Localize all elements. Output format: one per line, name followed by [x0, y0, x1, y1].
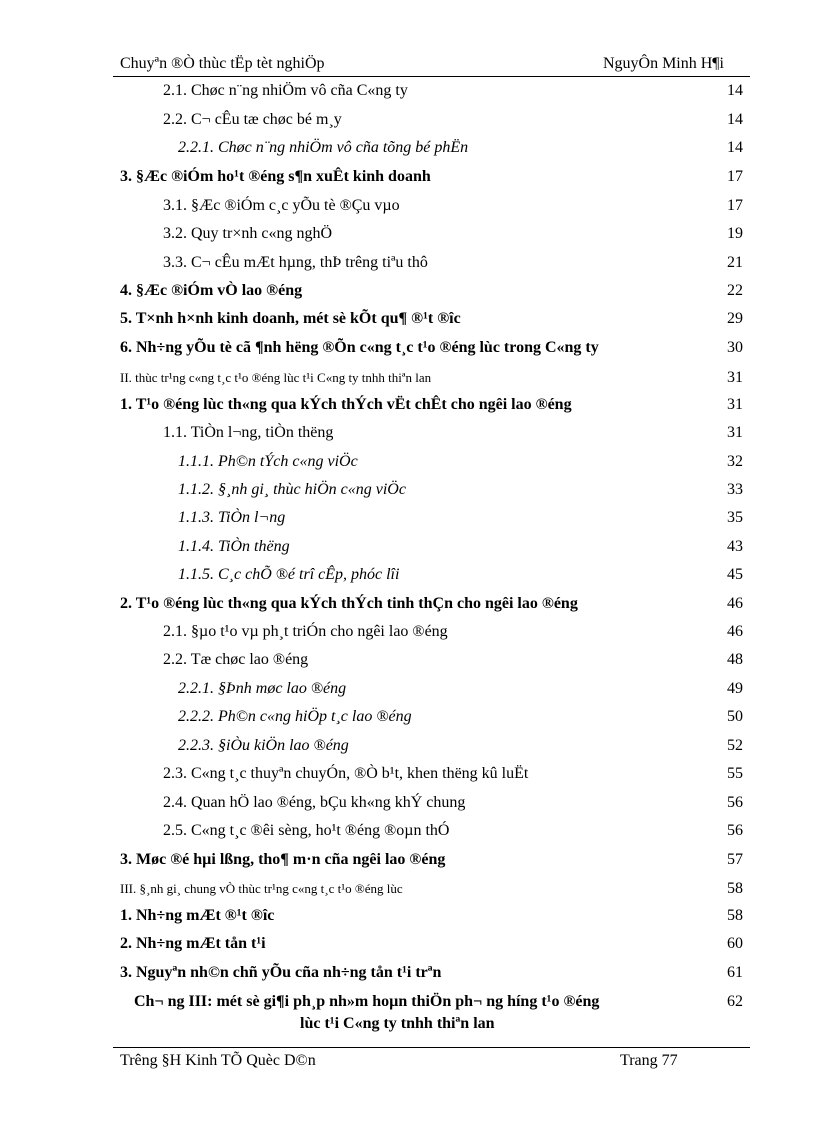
toc-entry-page: 14 — [727, 82, 743, 99]
toc-entry-title: III. §¸nh gi¸ chung vÒ thùc tr¹ng c«ng t¸c t¹o ®éng lùc — [120, 881, 403, 896]
toc-entry-title: 2.2. Tæ chøc lao ®éng — [163, 651, 309, 668]
toc-entry-title: 4. §Æc ®iÓm vÒ lao ®éng — [120, 282, 303, 299]
toc-entry-page: 35 — [727, 509, 743, 526]
toc-entry-page: 31 — [727, 369, 743, 386]
toc-entry-title: II. thùc tr¹ng c«ng t¸c t¹o ®éng lùc t¹i C«ng ty tnhh thiªn lan — [120, 370, 432, 385]
toc-entry-page: 21 — [727, 254, 743, 271]
toc-entry-page: 50 — [727, 708, 743, 725]
toc-entry-page: 22 — [727, 282, 743, 299]
toc-entry-title: 2.2.1. §Þnh møc lao ®éng — [178, 680, 347, 697]
toc-entry-page: 46 — [727, 623, 743, 640]
toc-entry-title: 2.1. Chøc n¨ng nhiÖm vô cña C«ng ty — [163, 82, 408, 99]
toc-entry-page: 56 — [727, 794, 743, 811]
footer-university: Trêng §H Kinh TÕ Quèc D©n — [120, 1052, 316, 1069]
toc-entry-title: 2.2.3. §iÒu kiÖn lao ®éng — [178, 737, 349, 754]
toc-entry-title: 2.1. §µo t¹o vµ ph¸t triÓn cho ngêi lao ®éng — [163, 623, 448, 640]
page-footer — [120, 1052, 728, 1072]
toc-entry-page: 43 — [727, 538, 743, 555]
toc-entry-title: 3.3. C¬ cÊu mÆt hµng, thÞ trêng tiªu thô — [163, 254, 428, 271]
toc-entry-page: 17 — [727, 168, 743, 185]
toc-entry-page: 52 — [727, 737, 743, 754]
toc-entry-title: 5. T×nh h×nh kinh doanh, mét sè kÕt qu¶ ®¹t ®îc — [120, 310, 461, 327]
toc-entry-title: 3. §Æc ®iÓm ho¹t ®éng s¶n xuÊt kinh doanh — [120, 168, 431, 185]
toc-entry-title: 2.4. Quan hÖ lao ®éng, bÇu kh«ng khÝ chung — [163, 794, 466, 811]
toc-entry-title: 1.1.2. §¸nh gi¸ thùc hiÖn c«ng viÖc — [178, 481, 406, 498]
toc-entry-page: 31 — [727, 396, 743, 413]
toc-entry-page: 55 — [727, 765, 743, 782]
toc-entry-title: 2.3. C«ng t¸c thuyªn chuyÓn, ®Ò b¹t, khen thëng kû luËt — [163, 765, 529, 782]
toc-entry-title: 2. Nh÷ng mÆt tån t¹i — [120, 935, 266, 952]
toc-entry-title: 3. Nguyªn nh©n chñ yÕu cña nh÷ng tån t¹i trªn — [120, 964, 442, 981]
toc-entry-title: Ch¬ ng III: mét sè gi¶i ph¸p nh»m hoµn thiÖn ph¬ ng híng t¹o ®éng — [134, 993, 600, 1010]
toc-entry-page: 29 — [727, 310, 743, 327]
toc-entry-title: 2.2.2. Ph©n c«ng hiÖp t¸c lao ®éng — [178, 708, 412, 725]
toc-entry-title: 1. T¹o ®éng lùc th«ng qua kÝch thÝch vËt chÊt cho ngêi lao ®éng — [120, 396, 572, 413]
header-document-title: Chuyªn ®Ò thùc tËp tèt nghiÖp — [120, 55, 325, 72]
toc-entry-title: 1.1. TiÒn l¬ng, tiÒn thëng — [163, 424, 334, 441]
toc-entry-page: 17 — [727, 197, 743, 214]
toc-entry-title: 1.1.4. TiÒn thëng — [178, 538, 290, 555]
toc-entry-title: 3.2. Quy tr×nh c«ng nghÖ — [163, 225, 333, 242]
toc-entry-title: 1. Nh÷ng mÆt ®¹t ®îc — [120, 907, 275, 924]
toc-entry-title: 3.1. §Æc ®iÓm c¸c yÕu tè ®Çu vµo — [163, 197, 400, 214]
toc-entry-title: 6. Nh÷ng yÕu tè cã ¶nh hëng ®Õn c«ng t¸c t¹o ®éng lùc trong C«ng ty — [120, 339, 599, 356]
toc-entry-page: 30 — [727, 339, 743, 356]
footer-rule — [113, 1047, 750, 1048]
toc-entry-page: 57 — [727, 851, 743, 868]
toc-entry-page: 33 — [727, 481, 743, 498]
toc-entry-page: 58 — [727, 907, 743, 924]
toc-entry-page: 49 — [727, 680, 743, 697]
toc-entry-page: 58 — [727, 880, 743, 897]
toc-entry-page: 62 — [727, 993, 743, 1010]
toc-entry-page: 48 — [727, 651, 743, 668]
header-author-name: NguyÔn Minh H¶i — [602, 55, 724, 72]
toc-entry-page: 14 — [727, 139, 743, 156]
toc-entry-title: 2.5. C«ng t¸c ®êi sèng, ho¹t ®éng ®oµn thÓ — [163, 822, 450, 839]
toc-entry-title: 2.2. C¬ cÊu tæ chøc bé m¸y — [163, 111, 342, 128]
toc-entry-title: 3. Møc ®é hµi lßng, tho¶ m·n cña ngêi lao ®éng — [120, 851, 446, 868]
toc-entry-page: 56 — [727, 822, 743, 839]
toc-entry-page: 46 — [727, 595, 743, 612]
toc-entry-page: 14 — [727, 111, 743, 128]
toc-entry-page: 60 — [727, 935, 743, 952]
footer-page-number: Trang 77 — [620, 1052, 678, 1069]
toc-entry-page: 61 — [727, 964, 743, 981]
toc-entry-title: 1.1.1. Ph©n tÝch c«ng viÖc — [178, 453, 358, 470]
toc-entry-title: 2.2.1. Chøc n¨ng nhiÖm vô cña tõng bé phËn — [178, 139, 469, 156]
toc-entry-page: 45 — [727, 566, 743, 583]
toc-entry-page: 32 — [727, 453, 743, 470]
toc-entry-title: 1.1.5. C¸c chÕ ®é trî cÊp, phóc lîi — [178, 566, 400, 583]
toc-entry-page: 19 — [727, 225, 743, 242]
toc-entry-title: lùc t¹i C«ng ty tnhh thiªn lan — [300, 1015, 495, 1032]
toc-entry-title: 1.1.3. TiÒn l¬ng — [178, 509, 286, 526]
toc-entry-title: 2. T¹o ®éng lùc th«ng qua kÝch thÝch tinh thÇn cho ngêi lao ®éng — [120, 595, 578, 612]
toc-entry-page: 31 — [727, 424, 743, 441]
